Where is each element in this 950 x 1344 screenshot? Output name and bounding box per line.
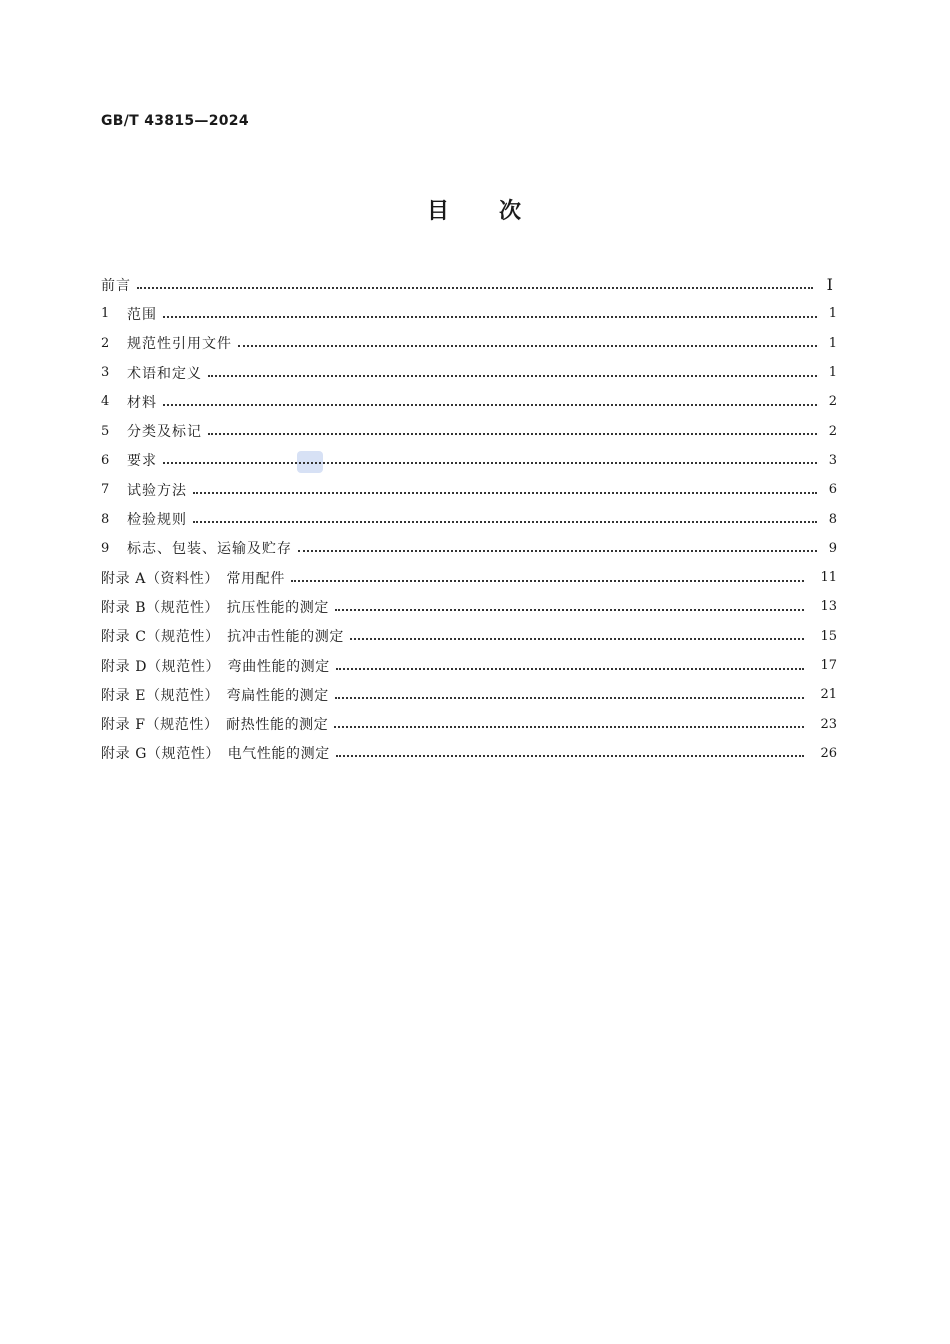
toc-entry-1[interactable] bbox=[101, 299, 837, 328]
toc-entry-page: Ⅰ bbox=[826, 275, 833, 295]
toc-entry-label: 规范性引用文件 bbox=[127, 336, 232, 353]
toc-leader-dots bbox=[291, 571, 814, 585]
toc-entry-5[interactable] bbox=[101, 416, 837, 445]
toc-leader-dots bbox=[163, 395, 817, 409]
toc-entry-label: 前言 bbox=[101, 277, 131, 294]
toc-entry-page: 8 bbox=[828, 511, 837, 527]
toc-entry-number: 1 bbox=[101, 306, 110, 322]
toc-entry-page: 9 bbox=[828, 540, 837, 556]
toc-annex-label: 附录 A（资料性） 常用配件 bbox=[101, 570, 285, 587]
toc-entry-6[interactable] bbox=[101, 446, 837, 475]
toc-annex-label: 附录 G（规范性） 电气性能的测定 bbox=[101, 746, 330, 763]
toc-annex-label: 附录 D（规范性） 弯曲性能的测定 bbox=[101, 658, 330, 675]
toc-entry-8[interactable] bbox=[101, 504, 837, 533]
toc-leader-dots bbox=[334, 717, 814, 731]
toc-entry-7[interactable] bbox=[101, 475, 837, 504]
toc-annex-label: 附录 B（规范性） 抗压性能的测定 bbox=[101, 599, 329, 616]
toc-entry-label: 术语和定义 bbox=[127, 365, 202, 382]
toc-entry-page: 6 bbox=[828, 482, 837, 498]
toc-annex-page: 15 bbox=[820, 628, 837, 644]
toc-leader-dots bbox=[163, 453, 817, 467]
toc-leader-dots bbox=[350, 629, 814, 643]
toc-annex-page: 23 bbox=[820, 716, 837, 732]
toc-annex-c[interactable] bbox=[101, 622, 837, 651]
toc-entry-page: 1 bbox=[828, 365, 837, 381]
standard-code: GB/T 43815—2024 bbox=[101, 113, 249, 129]
toc-annex-page: 11 bbox=[820, 570, 837, 586]
toc-leader-dots bbox=[193, 512, 817, 526]
toc-entry-number: 4 bbox=[101, 394, 110, 410]
toc-annex-label: 附录 E（规范性） 弯扁性能的测定 bbox=[101, 687, 329, 704]
table-of-contents bbox=[101, 270, 837, 768]
toc-entry-2[interactable] bbox=[101, 329, 837, 358]
toc-entry-page: 2 bbox=[828, 423, 837, 439]
toc-annex-a[interactable] bbox=[101, 563, 837, 592]
toc-leader-dots bbox=[238, 336, 817, 350]
toc-annex-label: 附录 C（规范性） 抗冲击性能的测定 bbox=[101, 629, 344, 646]
toc-annex-page: 17 bbox=[820, 658, 837, 673]
toc-annex-page: 26 bbox=[820, 745, 837, 761]
toc-title: 目 次 bbox=[426, 199, 523, 224]
toc-annex-label: 附录 F（规范性） 耐热性能的测定 bbox=[101, 717, 329, 734]
toc-annex-d[interactable] bbox=[101, 651, 837, 680]
toc-entry-label: 要求 bbox=[127, 453, 157, 470]
toc-entry-3[interactable] bbox=[101, 358, 837, 387]
toc-entry-page: 3 bbox=[828, 452, 837, 468]
toc-leader-dots bbox=[336, 746, 815, 760]
toc-annex-b[interactable] bbox=[101, 592, 837, 621]
toc-entry-number: 5 bbox=[101, 423, 110, 439]
toc-entry-foreword[interactable] bbox=[101, 270, 837, 299]
toc-entry-number: 7 bbox=[101, 482, 110, 498]
toc-entry-label: 检验规则 bbox=[127, 512, 187, 529]
toc-leader-dots bbox=[193, 483, 817, 497]
toc-leader-dots bbox=[163, 307, 817, 321]
toc-annex-f[interactable] bbox=[101, 709, 837, 738]
toc-leader-dots bbox=[298, 541, 817, 555]
toc-annex-g[interactable] bbox=[101, 739, 837, 768]
toc-annex-e[interactable] bbox=[101, 680, 837, 709]
toc-leader-dots bbox=[336, 659, 815, 673]
toc-entry-page: 2 bbox=[828, 394, 837, 410]
toc-entry-label: 材料 bbox=[127, 394, 157, 411]
toc-entry-page: 1 bbox=[828, 306, 837, 322]
toc-entry-4[interactable] bbox=[101, 387, 837, 416]
toc-entry-9[interactable] bbox=[101, 534, 837, 563]
toc-entry-label: 范围 bbox=[127, 306, 157, 323]
toc-leader-dots bbox=[137, 278, 813, 292]
toc-leader-dots bbox=[208, 366, 817, 380]
toc-entry-label: 试验方法 bbox=[127, 482, 187, 499]
toc-annex-page: 13 bbox=[820, 599, 837, 615]
toc-entry-number: 6 bbox=[101, 452, 110, 468]
toc-entry-number: 9 bbox=[101, 540, 110, 556]
toc-leader-dots bbox=[208, 424, 817, 438]
toc-leader-dots bbox=[335, 600, 815, 614]
toc-entry-number: 8 bbox=[101, 511, 110, 527]
toc-entry-page: 1 bbox=[828, 335, 837, 351]
toc-entry-number: 3 bbox=[101, 365, 110, 381]
toc-annex-page: 21 bbox=[820, 687, 837, 703]
toc-leader-dots bbox=[335, 688, 815, 702]
toc-entry-label: 标志、包装、运输及贮存 bbox=[127, 541, 292, 558]
toc-entry-label: 分类及标记 bbox=[127, 424, 202, 441]
toc-entry-number: 2 bbox=[101, 335, 110, 351]
